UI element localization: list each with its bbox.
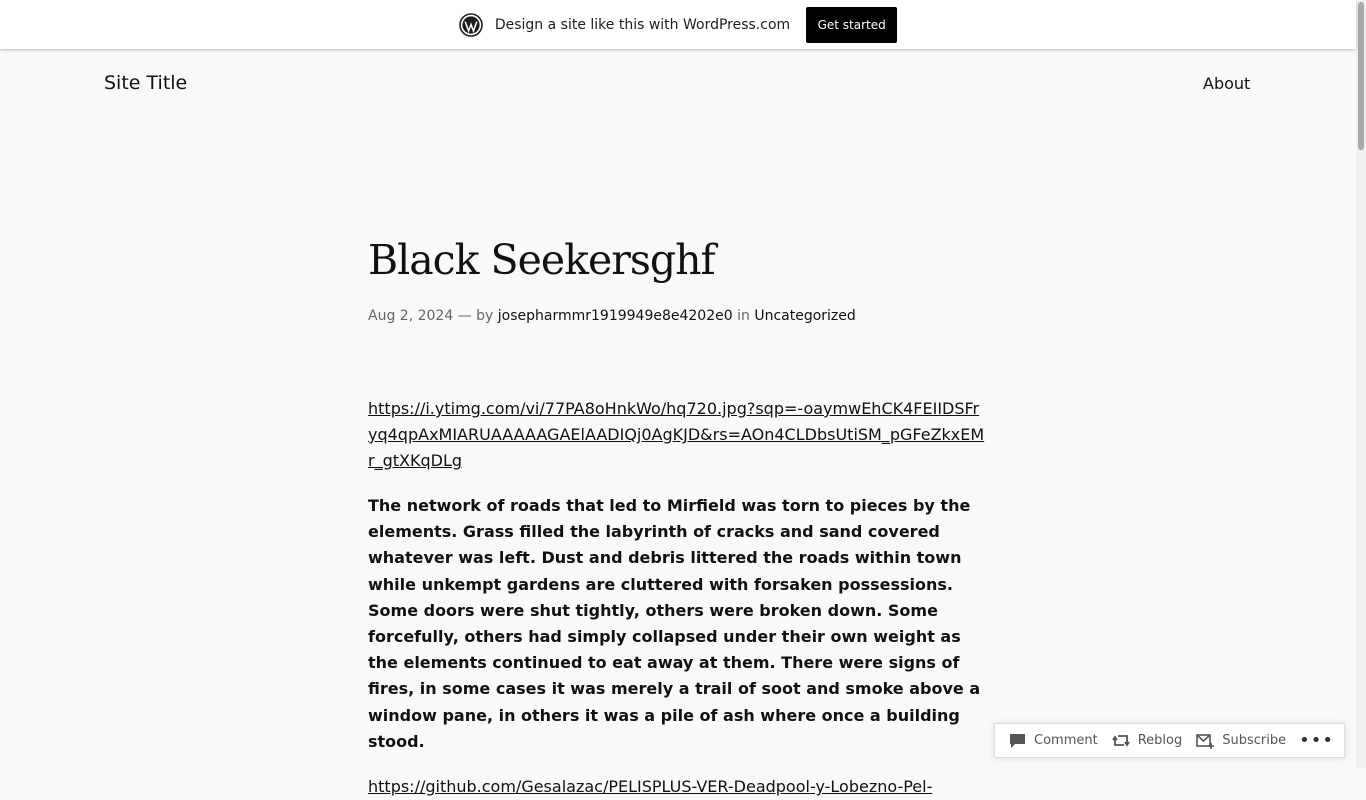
get-started-button[interactable]: Get started: [806, 7, 897, 43]
subscribe-icon: [1196, 733, 1214, 749]
reblog-icon: [1112, 733, 1130, 749]
paragraph-text-1: The network of roads that led to Mirfield was torn to pieces by the elements. Grass filled the labyrinth of cracks and sand covered whatever was left. Dust and debris littered the roads within town while unkempt gardens are cluttered with forsaken possessions.: [368, 496, 971, 594]
comment-label: Comment: [1034, 733, 1098, 748]
post-category[interactable]: Uncategorized: [754, 308, 856, 324]
reblog-label: Reblog: [1137, 733, 1183, 748]
post-meta: [368, 308, 856, 324]
post-date[interactable]: Aug 2, 2024: [368, 308, 454, 324]
comment-icon: [1009, 733, 1026, 749]
floating-action-bar: [994, 723, 1345, 758]
meta-by: by: [476, 308, 494, 324]
comment-button[interactable]: [1009, 733, 1098, 749]
meta-in: in: [737, 308, 750, 324]
nav-about-link[interactable]: About: [1203, 74, 1251, 93]
wordpress-logo-icon[interactable]: [459, 13, 483, 37]
post-content: [368, 396, 988, 800]
scrollbar-thumb[interactable]: [1358, 2, 1364, 150]
promo-text[interactable]: Design a site like this with WordPress.com: [494, 16, 791, 33]
content-paragraph: [368, 493, 988, 755]
page-scrollbar[interactable]: [1356, 0, 1366, 768]
subscribe-label: Subscribe: [1222, 733, 1287, 748]
reblog-button[interactable]: [1112, 733, 1183, 749]
more-options-icon[interactable]: •••: [1299, 730, 1334, 751]
paragraph-text-2: Some doors were shut tightly, others were broken down. Some forcefully, others had simply collapsed under their own weight as the elements continued to eat away at them. There were signs of fires, in some cases it was merely a trail of soot and smoke above a window pane, in others it was a pile of ash where once a building stood.: [368, 600, 981, 751]
post-author[interactable]: josepharmmr1919949e8e4202e0: [497, 308, 733, 324]
content-link-image[interactable]: https://i.ytimg.com/vi/77PA8oHnkWo/hq720.jpg?sqp=-oaymwEhCK4FEIIDSFryq4qpAxMIARUAAAAAGAElAADIQj0AgKJD&rs=AOn4CLDbsUtiSM_pGFeZkxEMr_gtXKqDLg: [368, 399, 985, 470]
site-title[interactable]: Site Title: [104, 72, 188, 94]
wordpress-promo-banner: [0, 0, 1356, 49]
subscribe-button[interactable]: [1196, 733, 1286, 749]
post-title: Black Seekersghf: [368, 236, 715, 284]
meta-separator: —: [457, 308, 472, 324]
content-link-github[interactable]: https://github.com/Gesalazac/PELISPLUS-VER-Deadpool-y-Lobezno-Pel-: [368, 777, 933, 797]
